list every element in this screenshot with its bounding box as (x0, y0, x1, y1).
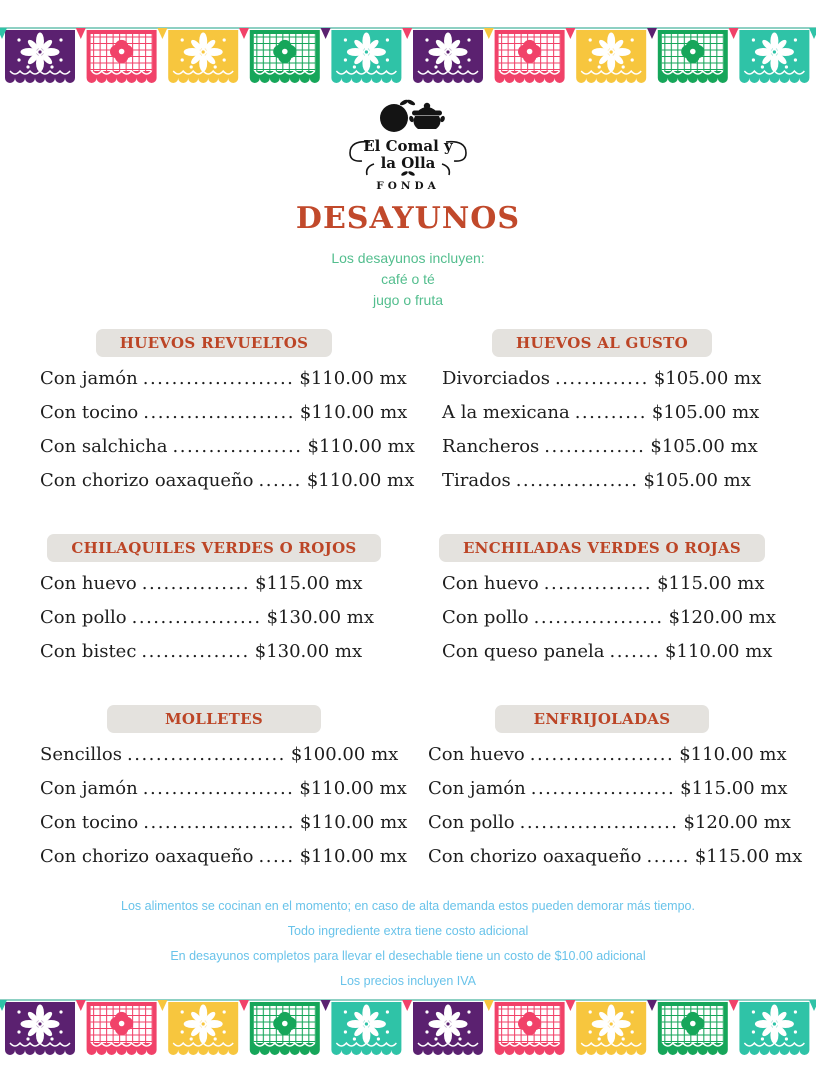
menu-item: Con pollo ...................... $120.00 mx (428, 812, 791, 833)
pennant-icon (321, 1000, 331, 1011)
logo-title-line2: la Olla (380, 154, 436, 172)
section-header: ENFRIJOLADAS (495, 705, 709, 733)
menu-item: Con huevo ............... $115.00 mx (442, 573, 765, 594)
papel-picado-flag-purple (413, 1002, 483, 1055)
pennant-icon (484, 28, 494, 39)
papel-picado-flag-yellow (576, 30, 646, 83)
menu-section-huevos-revueltos (40, 329, 415, 504)
intro-line: café o té (381, 271, 435, 287)
footer-notes (0, 894, 816, 994)
menu-item: Sencillos ...................... $100.00 mx (40, 744, 399, 765)
item-price: $110.00 mx (299, 778, 407, 799)
item-price: $110.00 mx (299, 846, 407, 867)
pennant-icon (402, 28, 412, 39)
pennant-icon (647, 1000, 657, 1011)
menu-item: Con jamón .................... $115.00 mx (428, 778, 788, 799)
section-header: HUEVOS REVUELTOS (96, 329, 332, 357)
menu-section-enfrijoladas (428, 705, 803, 880)
papel-picado-flag-green (250, 30, 320, 83)
pennant-icon (321, 28, 331, 39)
menu-item: Con pollo .................. $120.00 mx (442, 607, 777, 628)
menu-item: Con bistec ............... $130.00 mx (40, 641, 363, 662)
logo-title-line1: El Comal y (363, 137, 453, 155)
papel-picado-flag-teal (739, 30, 809, 83)
menu-section-huevos-al-gusto (428, 329, 776, 504)
footer-note: Todo ingrediente extra tiene costo adicional (287, 924, 529, 938)
section-header: MOLLETES (107, 705, 321, 733)
menu-section-chilaquiles (40, 534, 388, 675)
papel-picado-flag-purple (413, 30, 483, 83)
papel-picado-flag-yellow (168, 30, 238, 83)
pennant-icon (565, 1000, 575, 1011)
menu-grid (40, 329, 803, 880)
pennant-icon (647, 28, 657, 39)
pennant-icon (157, 28, 167, 39)
pennant-icon (729, 1000, 739, 1011)
menu-item: A la mexicana .......... $105.00 mx (442, 402, 760, 423)
menu-item: Con jamón ..................... $110.00 mx (40, 778, 407, 799)
menu-item: Divorciados ............. $105.00 mx (442, 368, 762, 389)
item-price: $130.00 mx (254, 641, 363, 662)
footer-note: Los precios incluyen IVA (340, 974, 476, 988)
pennant-icon (76, 28, 86, 39)
menu-item: Con huevo .................... $110.00 mx (428, 744, 787, 765)
menu-item: Rancheros .............. $105.00 mx (442, 436, 758, 457)
leaf-icon (399, 99, 416, 107)
intro-text (0, 248, 816, 311)
pennant-icon (809, 1000, 816, 1011)
menu-item: Con tocino ..................... $110.00 mx (40, 402, 408, 423)
pennant-icon (76, 1000, 86, 1011)
item-price: $130.00 mx (266, 607, 375, 628)
papel-picado-flag-green (658, 1002, 728, 1055)
papel-picado-flag-teal (331, 30, 401, 83)
footer-note: Los alimentos se cocinan en el momento; en caso de alta demanda estos pueden demorar más tiempo. (121, 899, 695, 913)
item-price: $115.00 mx (657, 573, 765, 594)
pennant-icon (484, 1000, 494, 1011)
logo-subtitle: FONDA (376, 180, 440, 192)
logo-graphic (333, 98, 483, 194)
menu-item: Con queso panela ....... $110.00 mx (442, 641, 773, 662)
papel-picado-flag-pink (87, 30, 157, 83)
papel-picado-flag-yellow (168, 1002, 238, 1055)
item-price: $100.00 mx (290, 744, 399, 765)
papel-picado-banner-top (0, 22, 816, 96)
pennant-icon (157, 1000, 167, 1011)
papel-picado-flag-teal (331, 1002, 401, 1055)
pennant-icon (729, 28, 739, 39)
menu-item: Con pollo .................. $130.00 mx (40, 607, 375, 628)
pennant-icon (239, 1000, 249, 1011)
item-price: $110.00 mx (299, 402, 408, 423)
comal-icon (380, 104, 408, 132)
item-price: $110.00 mx (307, 436, 415, 457)
item-price: $120.00 mx (668, 607, 777, 628)
menu-item: Con tocino ..................... $110.00 mx (40, 812, 408, 833)
item-price: $105.00 mx (651, 402, 760, 423)
pennant-icon (565, 28, 575, 39)
papel-picado-flag-pink (495, 1002, 565, 1055)
menu-section-molletes (40, 705, 408, 880)
pennant-icon (402, 1000, 412, 1011)
menu-section-enchiladas (428, 534, 776, 675)
papel-picado-flag-pink (495, 30, 565, 83)
item-price: $115.00 mx (680, 778, 788, 799)
section-header: ENCHILADAS VERDES O ROJAS (439, 534, 765, 562)
item-price: $110.00 mx (299, 368, 407, 389)
papel-picado-flag-green (250, 1002, 320, 1055)
papel-picado-flag-yellow (576, 1002, 646, 1055)
menu-item: Tirados ................. $105.00 mx (442, 470, 751, 491)
menu-item: Con chorizo oaxaqueño ..... $110.00 mx (40, 846, 407, 867)
footer-note: En desayunos completos para llevar el desechable tiene un costo de $10.00 adicional (170, 949, 646, 963)
menu-item: Con huevo ............... $115.00 mx (40, 573, 363, 594)
item-price: $110.00 mx (299, 812, 408, 833)
intro-line: jugo o fruta (372, 292, 444, 308)
section-header: HUEVOS AL GUSTO (492, 329, 712, 357)
item-price: $120.00 mx (683, 812, 791, 833)
section-header: CHILAQUILES VERDES O ROJOS (47, 534, 380, 562)
papel-picado-flag-pink (87, 1002, 157, 1055)
item-price: $110.00 mx (306, 470, 415, 491)
menu-item: Con chorizo oaxaqueño ...... $110.00 mx (40, 470, 415, 491)
papel-picado-flag-green (658, 30, 728, 83)
papel-picado-flag-purple (5, 1002, 75, 1055)
menu-item: Con chorizo oaxaqueño ...... $115.00 mx (428, 846, 803, 867)
logo (0, 98, 816, 199)
intro-line: Los desayunos incluyen: (331, 250, 485, 266)
papel-picado-flag-purple (5, 30, 75, 83)
menu-item: Con salchicha .................. $110.00 mx (40, 436, 415, 457)
pennant-icon (239, 28, 249, 39)
pennant-icon (809, 28, 816, 39)
item-price: $105.00 mx (643, 470, 751, 491)
item-price: $115.00 mx (694, 846, 803, 867)
olla-icon (408, 103, 445, 129)
menu-item: Con jamón ..................... $110.00 mx (40, 368, 407, 389)
papel-picado-flag-teal (739, 1002, 809, 1055)
item-price: $115.00 mx (255, 573, 363, 594)
item-price: $110.00 mx (665, 641, 773, 662)
item-price: $110.00 mx (679, 744, 787, 765)
page-title: DESAYUNOS (295, 201, 521, 236)
item-price: $105.00 mx (650, 436, 758, 457)
papel-picado-banner-bottom (0, 994, 816, 1068)
item-price: $105.00 mx (653, 368, 762, 389)
